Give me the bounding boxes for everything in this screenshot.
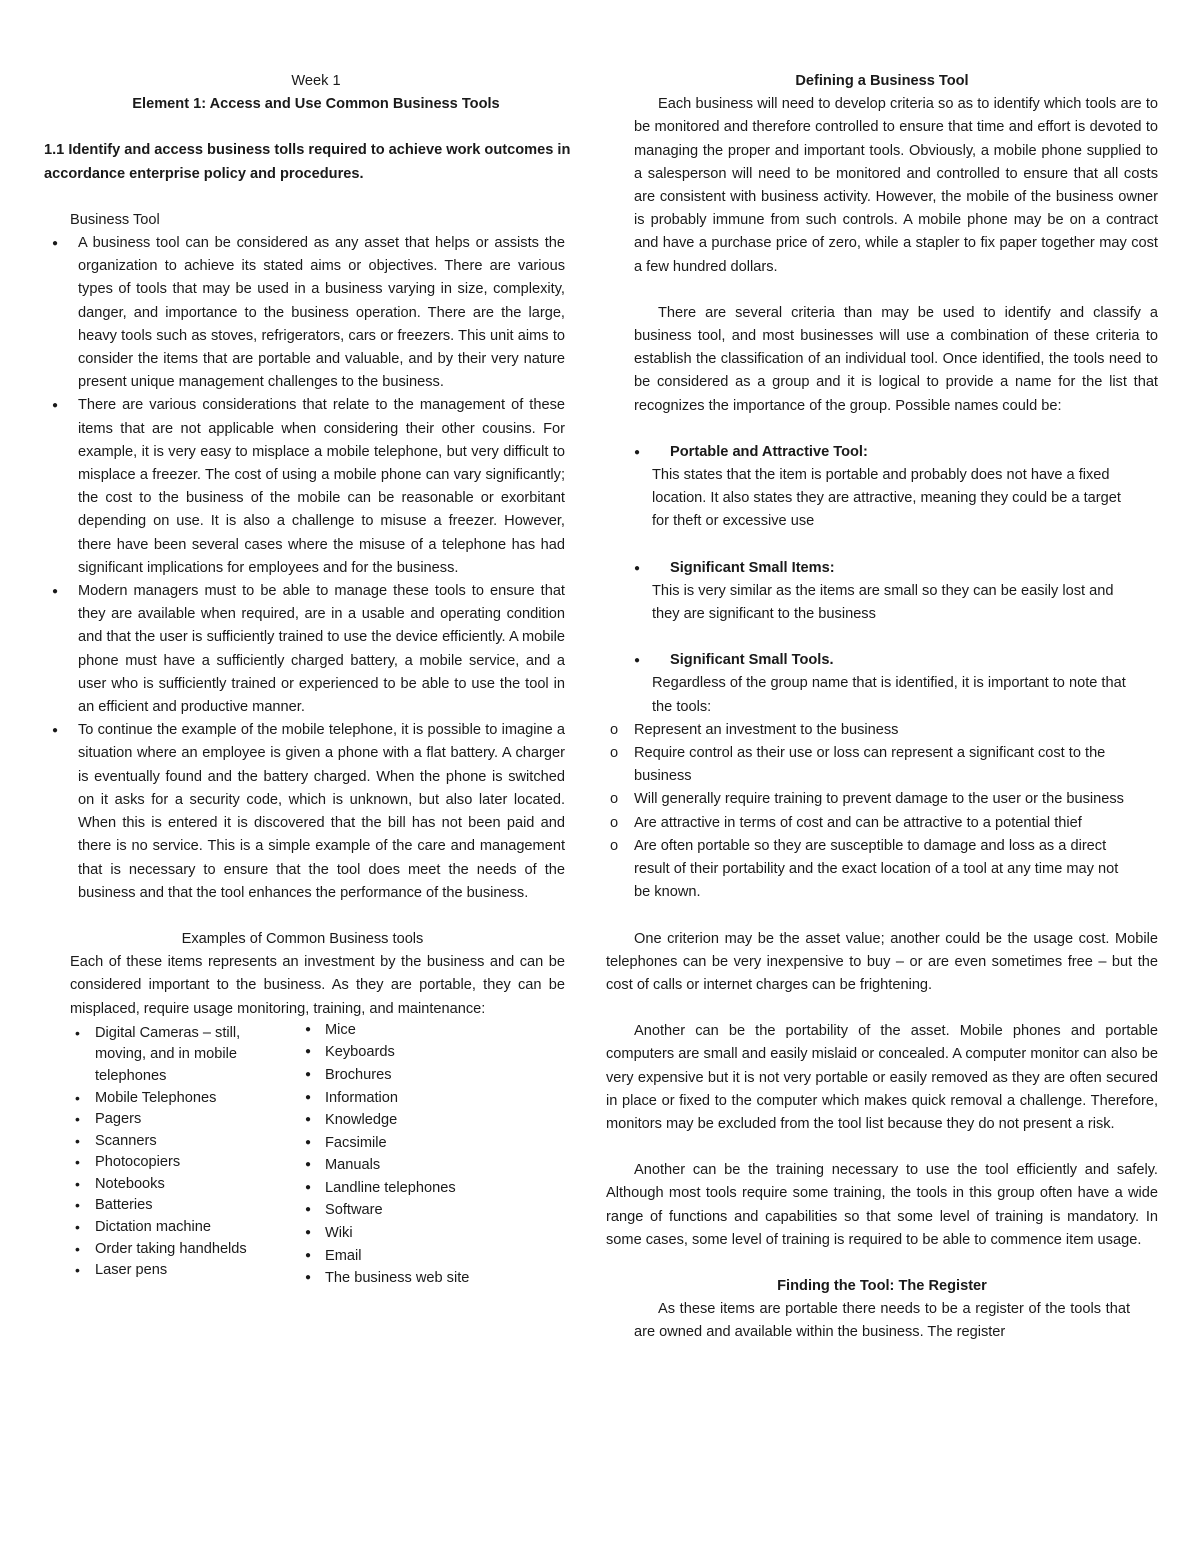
category-heading: ● Significant Small Tools. bbox=[606, 649, 1158, 672]
list-item: • Digital Cameras – still, moving, and in mobile telephones bbox=[70, 1023, 255, 1088]
list-item: o Are attractive in terms of cost and can be attractive to a potential thief bbox=[606, 812, 1130, 835]
list-item: • Scanners bbox=[70, 1131, 300, 1153]
list-item: • Dictation machine bbox=[70, 1217, 300, 1239]
right-column bbox=[606, 70, 1158, 1345]
list-item: • Pagers bbox=[70, 1109, 300, 1131]
list-item: • Notebooks bbox=[70, 1174, 300, 1196]
list-item: • Order taking handhelds bbox=[70, 1239, 300, 1261]
category-text: This states that the item is portable and probably does not have a fixed location. It also states they are attractive, meaning they could be a target for theft or excessive use bbox=[652, 467, 1121, 530]
list-item: ● A business tool can be considered as any asset that helps or assists the organization to achieve its stated aims or objectives. There are various types of tools that may be used in a business varying in size, complexity, danger, and importance to the business operation. There are the large, heavy tools such as stoves, refrigerators, cars or freezers. This unit aims to consider the items that are portable and valuable, and by their very nature present unique management challenges to the business. bbox=[40, 232, 565, 394]
examples-lists bbox=[70, 1023, 592, 1290]
list-item: • Laser pens bbox=[70, 1260, 300, 1282]
register-paragraph: As these items are portable there needs to be a register of the tools that are owned and available within the business. The register bbox=[634, 1301, 1130, 1341]
training-paragraph: Another can be the training necessary to use the tool efficiently and safely. Although most tools require some training, the tools in this group often have a wide range of functions and capabilities so that some level of training is mandatory. In some cases, some level of training is required to be able to commence item usage. bbox=[606, 1162, 1158, 1248]
list-item: o Represent an investment to the business bbox=[606, 719, 1130, 742]
list-item: ● The business web site bbox=[300, 1267, 560, 1290]
category-heading: ● Significant Small Items: bbox=[606, 557, 1158, 580]
category-text: Regardless of the group name that is identified, it is important to note that the tools: bbox=[652, 675, 1126, 715]
business-tool-heading: Business Tool bbox=[70, 211, 160, 228]
section-heading-line1: 1.1 Identify and access business tolls required to achieve work outcomes in bbox=[44, 142, 571, 159]
left-column bbox=[40, 70, 592, 1290]
bullet-icon: ● bbox=[634, 655, 641, 667]
examples-intro: Each of these items represents an investment by the business and can be considered important to the business. As they are portable, they can be misplaced, require usage monitoring, training, and maintenance: bbox=[70, 954, 565, 1017]
list-item: ● Mice bbox=[300, 1019, 560, 1042]
list-item: ● Facsimile bbox=[300, 1132, 560, 1155]
list-item: ● Software bbox=[300, 1199, 560, 1222]
week-label: Week 1 bbox=[291, 73, 341, 89]
category-text: This is very similar as the items are small so they can be easily lost and they are significant to the business bbox=[652, 582, 1114, 623]
category-heading: ● Portable and Attractive Tool: bbox=[606, 441, 1158, 464]
section-heading-line2: accordance enterprise policy and procedures. bbox=[44, 165, 364, 182]
defining-paragraph: Each business will need to develop criteria so as to identify which tools are to be monitored and therefore controlled to ensure that time and effort is devoted to managing the proper and important tools. Obviously, a mobile phone supplied to a salesperson will need to be monitored and controlled to ensure that all costs are consistent with business activity. However, the mobile of the business owner is probably immune from such controls. A mobile phone may be on a contract and have a purchase price of zero, while a stapler to fix paper together may cost a few hundred dollars. bbox=[634, 96, 1158, 275]
list-item: • Mobile Telephones bbox=[70, 1088, 300, 1110]
examples-list-col1 bbox=[70, 1023, 300, 1290]
list-item: ● Keyboards bbox=[300, 1041, 560, 1064]
asset-value-paragraph: One criterion may be the asset value; another could be the usage cost. Mobile telephones can be very inexpensive to buy – or are even sometimes free – but the cost of calls or internet charges can be frightening. bbox=[606, 930, 1158, 993]
list-item: ● There are various considerations that relate to the management of these items that are not applicable when considering their other cousins. For example, it is very easy to misplace a mobile telephone, but very difficult to misplace a freezer. The cost of using a mobile phone can vary significantly; the cost to the business of the mobile can be reasonable or exorbitant depending on use. It is also a challenge to misuse a freezer. However, there have been several cases where the misuse of a telephone has had significant implications for employees and for the business. bbox=[40, 394, 565, 580]
defining-heading: Defining a Business Tool bbox=[795, 73, 969, 89]
register-heading: Finding the Tool: The Register bbox=[777, 1277, 987, 1294]
business-tool-list bbox=[40, 232, 565, 905]
element-title: Element 1: Access and Use Common Business Tools bbox=[132, 96, 500, 113]
portability-paragraph: Another can be the portability of the asset. Mobile phones and portable computers are small and easily mislaid or concealed. A computer monitor can also be very expensive but it is not very portable or easily removed as they are often secured in place or fixed to the computer which makes quick removal a challenge. Therefore, monitors may be excluded from the tool list because they do not present a risk. bbox=[606, 1023, 1158, 1132]
list-item: • Batteries bbox=[70, 1195, 300, 1217]
list-item: ● Modern managers must to be able to manage these tools to ensure that they are available when required, are in a usable and operating condition and that the user is sufficiently trained to use the device efficiently. A mobile phone must have a sufficiently charged battery, a mobile service, and a user who is sufficiently trained or experienced to be able to use the tool in an efficient and productive manner. bbox=[40, 580, 565, 719]
list-item: ● Information bbox=[300, 1087, 560, 1110]
list-item: ● Email bbox=[300, 1245, 560, 1268]
list-item: o Are often portable so they are susceptible to damage and loss as a direct result of their portability and the exact location of a tool at any time may not be known. bbox=[606, 835, 1130, 905]
list-item: o Will generally require training to prevent damage to the user or the business bbox=[606, 788, 1130, 811]
list-item: ● Manuals bbox=[300, 1154, 560, 1177]
bullet-icon: ● bbox=[634, 446, 641, 458]
tool-points-list bbox=[606, 719, 1130, 905]
list-item: ● Brochures bbox=[300, 1064, 560, 1087]
list-item: o Require control as their use or loss can represent a significant cost to the business bbox=[606, 742, 1130, 788]
list-item: • Photocopiers bbox=[70, 1152, 300, 1174]
examples-heading: Examples of Common Business tools bbox=[181, 930, 424, 947]
list-item: ● Wiki bbox=[300, 1222, 560, 1245]
list-item: ● Knowledge bbox=[300, 1109, 560, 1132]
list-item: ● To continue the example of the mobile telephone, it is possible to imagine a situation where an employee is given a phone with a flat battery. A charger is eventually found and the battery charged. When the phone is switched on it asks for a security code, which is unknown, but also later located. When this is entered it is discovered that the bill has not been paid and there is no service. This is a simple example of the care and management that is necessary to ensure that the tool does meet the needs of the business and that the tool enhances the performance of the business. bbox=[40, 719, 565, 905]
bullet-icon: ● bbox=[634, 562, 641, 574]
criteria-paragraph: There are several criteria than may be used to identify and classify a business tool, and most businesses will use a combination of these criteria to establish the classification of an individual tool. Once identified, the tools need to be considered as a group and it is logical to provide a name for the list that recognizes the importance of the group. Possible names could be: bbox=[634, 304, 1158, 414]
list-item: ● Landline telephones bbox=[300, 1177, 560, 1200]
examples-list-col2 bbox=[300, 1019, 560, 1290]
